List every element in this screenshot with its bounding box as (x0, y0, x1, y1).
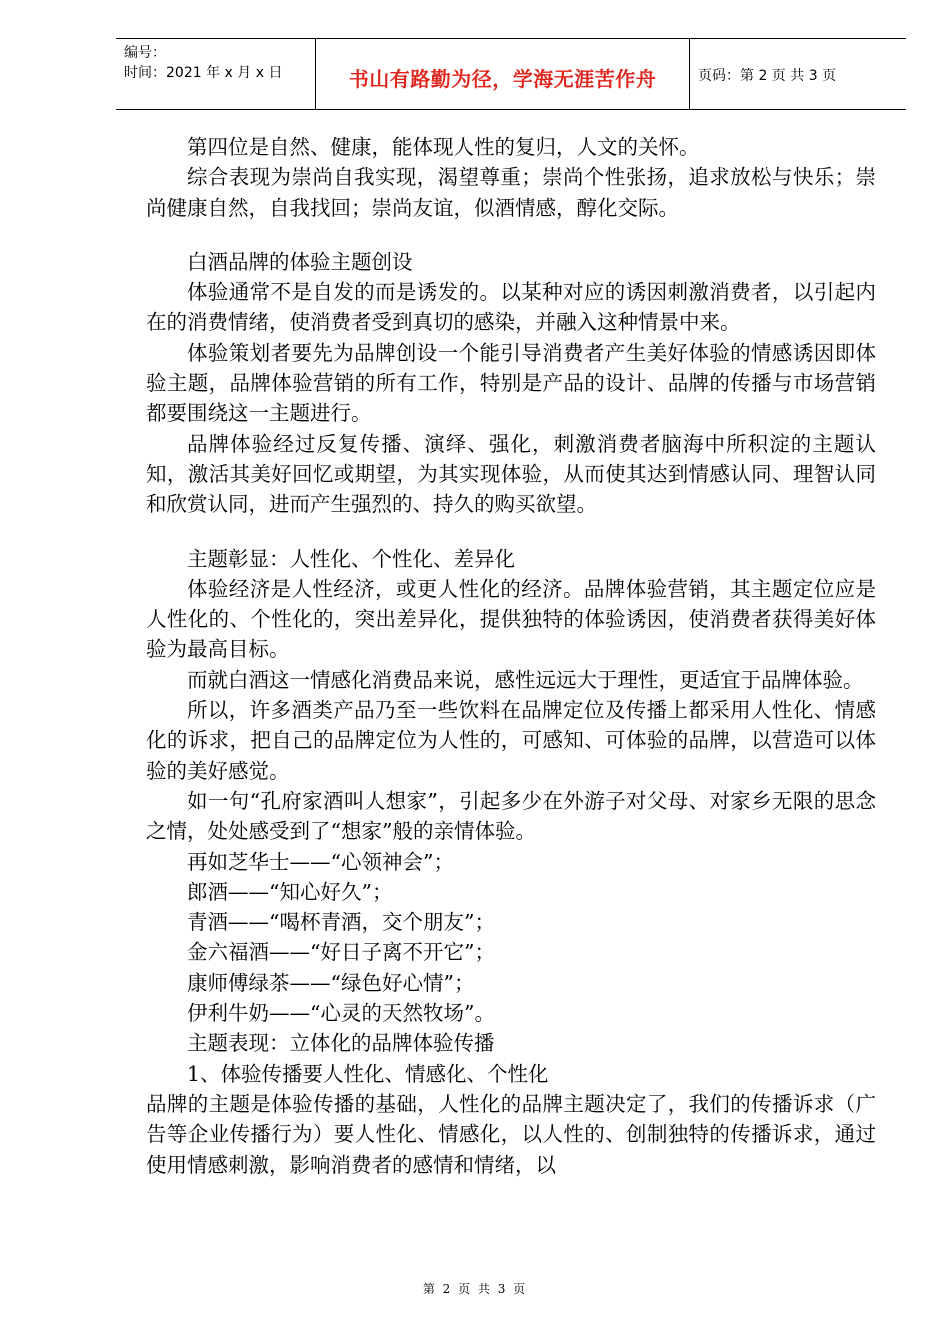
paragraph: 综合表现为崇尚自我实现，渴望尊重；崇尚个性张扬，追求放松与快乐；崇尚健康自然，自我找回；崇尚友谊，似酒情感，醇化交际。 (146, 165, 876, 220)
subsection-heading: 1、体验传播要人性化、情感化、个性化 (187, 1061, 549, 1086)
section-heading: 主题彰显：人性化、个性化、差异化 (187, 546, 515, 571)
header-motto-cell (315, 39, 690, 109)
paragraph: 品牌的主题是体验传播的基础，人性化的品牌主题决定了，我们的传播诉求（广告等企业传播行为）要人性化、情感化，以人性的、创制独特的传播诉求，通过使用情感刺激，影响消费者的感情和情绪，以 (146, 1091, 876, 1177)
page-footer-number: 第 2 页 共 3 页 (422, 1282, 528, 1296)
paragraph-gap (146, 520, 876, 544)
paragraph: 体验策划者要先为品牌创设一个能引导消费者产生美好体验的情感诱因即体验主题，品牌体验营销的所有工作，特别是产品的设计、品牌的传播与市场营销都要围绕这一主题进行。 (146, 340, 876, 426)
slogan-line: 再如芝华士——“心领神会”； (187, 849, 454, 874)
slogan-line: 青酒——“喝杯青酒，交个朋友”； (187, 910, 495, 935)
page-header (116, 38, 906, 110)
header-page-cell (690, 39, 906, 109)
paragraph: 而就白酒这一情感化消费品来说，感性远远大于理性，更适宜于品牌体验。 (187, 667, 864, 692)
paragraph: 第四位是自然、健康，能体现人性的复归，人文的关怀。 (187, 135, 700, 159)
paragraph: 如一句“孔府家酒叫人想家”，引起多少在外游子对父母、对家乡无限的思念之情，处处感受到了“想家”般的亲情体验。 (146, 788, 876, 844)
section-heading: 白酒品牌的体验主题创设 (187, 249, 413, 274)
paragraph: 体验通常不是自发的而是诱发的。以某种对应的诱因刺激消费者，以引起内在的消费情绪，使消费者受到真切的感染，并融入这种情景中来。 (146, 280, 876, 335)
slogan-line: 金六福酒——“好日子离不开它”； (187, 940, 495, 965)
document-body (146, 132, 876, 1180)
paragraph: 体验经济是人性经济，或更人性化的经济。品牌体验营销，其主题定位应是人性化的、个性化的，突出差异化，提供独特的体验诱因，使消费者获得美好体验为最高目标。 (146, 576, 876, 662)
paragraph: 所以，许多酒类产品乃至一些饮料在品牌定位及传播上都采用人性化、情感化的诉求，把自己的品牌定位为人性的，可感知、可体验的品牌，以营造可以体验的美好感觉。 (146, 698, 876, 783)
header-motto: 书山有路勤为径，学海无涯苦作舟 (348, 67, 657, 91)
slogan-line: 康师傅绿茶——“绿色好心情”； (187, 970, 475, 995)
document-time-label: 时间：2021 年 x 月 x 日 (124, 65, 283, 81)
document-code-label: 编号： (124, 45, 166, 61)
paragraph: 品牌体验经过反复传播、演绎、强化，刺激消费者脑海中所积淀的主题认知，激活其美好回忆或期望，为其实现体验，从而使其达到情感认同、理智认同和欣赏认同，进而产生强烈的、持久的购买欲望。 (146, 431, 876, 517)
header-meta-cell (116, 39, 314, 109)
section-heading: 主题表现：立体化的品牌体验传播 (187, 1031, 495, 1056)
slogan-line: 郎酒——“知心好久”； (187, 879, 393, 904)
header-page-info: 页码：第 2 页 共 3 页 (698, 68, 837, 84)
paragraph-gap (146, 223, 876, 247)
slogan-line: 伊利牛奶——“心灵的天然牧场”。 (187, 1001, 495, 1026)
